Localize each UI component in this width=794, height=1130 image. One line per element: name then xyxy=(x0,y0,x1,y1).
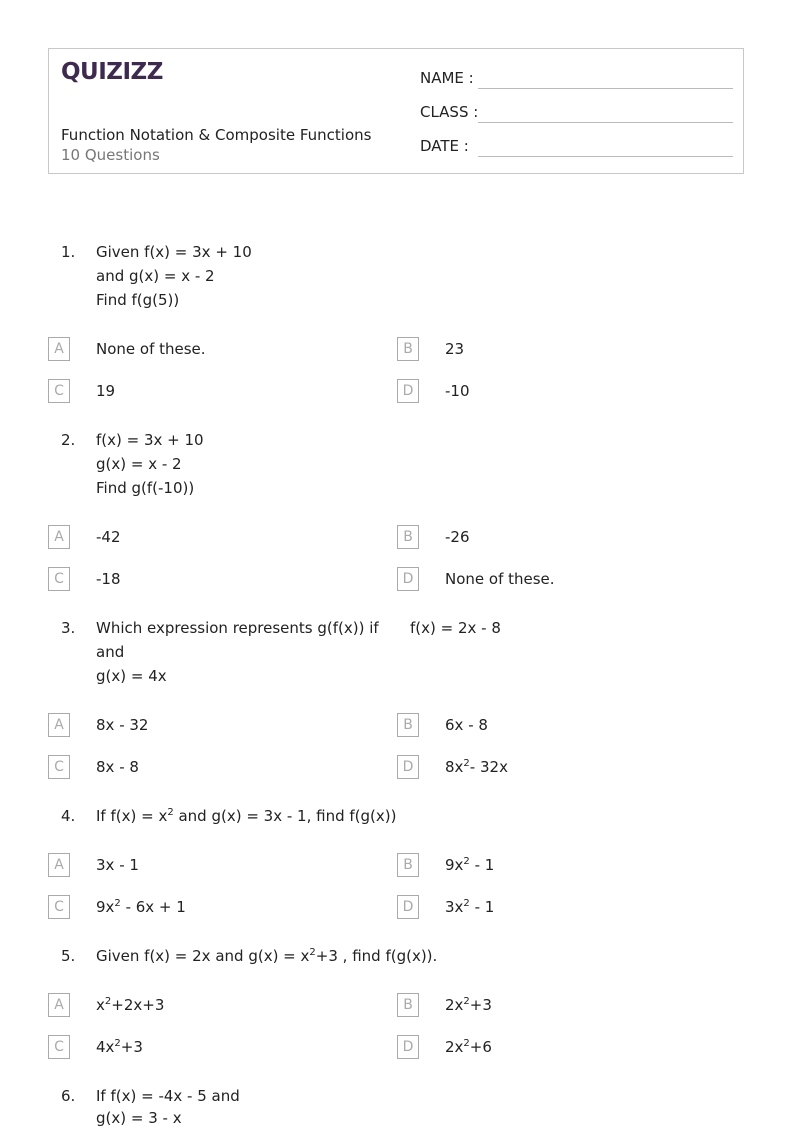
option-a-box[interactable]: A xyxy=(48,337,70,361)
text-post: +3 , find f(g(x)). xyxy=(315,947,438,965)
superscript: 2 xyxy=(463,1038,470,1049)
option-b-box[interactable]: B xyxy=(397,525,419,549)
option-b-box[interactable]: B xyxy=(397,993,419,1017)
superscript: 2 xyxy=(114,1038,121,1049)
question-side-text: f(x) = 2x - 8 xyxy=(410,619,501,637)
option-c-text xyxy=(96,1035,143,1059)
question-line: Find f(g(5)) xyxy=(96,291,180,309)
option-c-box[interactable]: C xyxy=(48,755,70,779)
option-d-box[interactable]: D xyxy=(397,567,419,591)
superscript: 2 xyxy=(463,898,470,909)
option-b-box[interactable]: B xyxy=(397,337,419,361)
text-pre: 9x xyxy=(96,898,115,916)
date-line[interactable] xyxy=(478,156,733,157)
option-c-box[interactable]: C xyxy=(48,895,70,919)
option-a-text xyxy=(96,993,164,1017)
question-line: f(x) = 3x + 10 xyxy=(96,431,204,449)
question-line xyxy=(96,944,437,968)
text-pre: x xyxy=(96,996,105,1014)
question-line: g(x) = 3 - x xyxy=(96,1109,182,1127)
question-number: 2. xyxy=(61,431,76,449)
question-line: g(x) = 4x xyxy=(96,667,167,685)
quizizz-logo: QUIZIZZ xyxy=(61,59,163,85)
option-b-text xyxy=(445,993,492,1017)
question-line: and g(x) = x - 2 xyxy=(96,267,215,285)
superscript: 2 xyxy=(463,856,470,867)
option-a-box[interactable]: A xyxy=(48,713,70,737)
text-post: +6 xyxy=(469,1038,492,1056)
text-post: - 1 xyxy=(469,898,495,916)
option-c-box[interactable]: C xyxy=(48,1035,70,1059)
question-number: 3. xyxy=(61,619,76,637)
superscript: 2 xyxy=(167,807,174,818)
class-label: CLASS : xyxy=(420,103,479,121)
name-label: NAME : xyxy=(420,69,474,87)
date-label: DATE : xyxy=(420,137,469,155)
question-number: 4. xyxy=(61,807,76,825)
option-b-text: 23 xyxy=(445,340,465,358)
question-number: 1. xyxy=(61,243,76,261)
worksheet-header xyxy=(48,48,744,174)
text-post: - 1 xyxy=(469,856,495,874)
option-a-box[interactable]: A xyxy=(48,525,70,549)
superscript: 2 xyxy=(463,758,470,769)
option-a-text: None of these. xyxy=(96,340,206,358)
text-post: and g(x) = 3x - 1, find f(g(x)) xyxy=(173,807,397,825)
option-d-box[interactable]: D xyxy=(397,755,419,779)
option-c-text: 8x - 8 xyxy=(96,758,139,776)
text-post: +2x+3 xyxy=(111,996,165,1014)
question-number: 5. xyxy=(61,947,76,965)
text-pre: 9x xyxy=(445,856,464,874)
option-d-text xyxy=(445,755,508,779)
question-line xyxy=(96,804,396,828)
text-pre: If f(x) = x xyxy=(96,807,168,825)
text-pre: 2x xyxy=(445,1038,464,1056)
text-pre: 2x xyxy=(445,996,464,1014)
option-d-text xyxy=(445,895,494,919)
option-b-text: 6x - 8 xyxy=(445,716,488,734)
question-line: and xyxy=(96,643,125,661)
option-c-text: 19 xyxy=(96,382,116,400)
option-b-text: -26 xyxy=(445,528,470,546)
name-line[interactable] xyxy=(478,88,733,89)
question-line: g(x) = x - 2 xyxy=(96,455,182,473)
option-d-text: None of these. xyxy=(445,570,555,588)
text-post: +3 xyxy=(120,1038,143,1056)
question-number: 6. xyxy=(61,1087,76,1105)
option-b-text xyxy=(445,853,494,877)
text-post: - 6x + 1 xyxy=(120,898,186,916)
option-a-text: -42 xyxy=(96,528,121,546)
text-pre: 3x xyxy=(445,898,464,916)
option-c-box[interactable]: C xyxy=(48,379,70,403)
worksheet-title: Function Notation & Composite Functions xyxy=(61,126,372,144)
superscript: 2 xyxy=(309,947,316,958)
option-d-box[interactable]: D xyxy=(397,1035,419,1059)
superscript: 2 xyxy=(463,996,470,1007)
option-b-box[interactable]: B xyxy=(397,713,419,737)
superscript: 2 xyxy=(104,996,112,1007)
option-d-box[interactable]: D xyxy=(397,895,419,919)
option-d-text xyxy=(445,1035,492,1059)
option-b-box[interactable]: B xyxy=(397,853,419,877)
text-pre: 4x xyxy=(96,1038,115,1056)
option-a-box[interactable]: A xyxy=(48,993,70,1017)
question-count: 10 Questions xyxy=(61,146,160,164)
option-a-text: 3x - 1 xyxy=(96,856,139,874)
text-post: - 32x xyxy=(469,758,508,776)
text-pre: 8x xyxy=(445,758,464,776)
question-line: Given f(x) = 3x + 10 xyxy=(96,243,252,261)
option-a-box[interactable]: A xyxy=(48,853,70,877)
question-line: Which expression represents g(f(x)) if xyxy=(96,619,379,637)
text-post: +3 xyxy=(469,996,492,1014)
option-c-text xyxy=(96,895,186,919)
option-d-box[interactable]: D xyxy=(397,379,419,403)
option-d-text: -10 xyxy=(445,382,470,400)
option-c-box[interactable]: C xyxy=(48,567,70,591)
question-line: If f(x) = -4x - 5 and xyxy=(96,1087,240,1105)
class-line[interactable] xyxy=(478,122,733,123)
superscript: 2 xyxy=(114,898,121,909)
question-line: Find g(f(-10)) xyxy=(96,479,195,497)
option-c-text: -18 xyxy=(96,570,121,588)
option-a-text: 8x - 32 xyxy=(96,716,149,734)
text-pre: Given f(x) = 2x and g(x) = x xyxy=(96,947,310,965)
